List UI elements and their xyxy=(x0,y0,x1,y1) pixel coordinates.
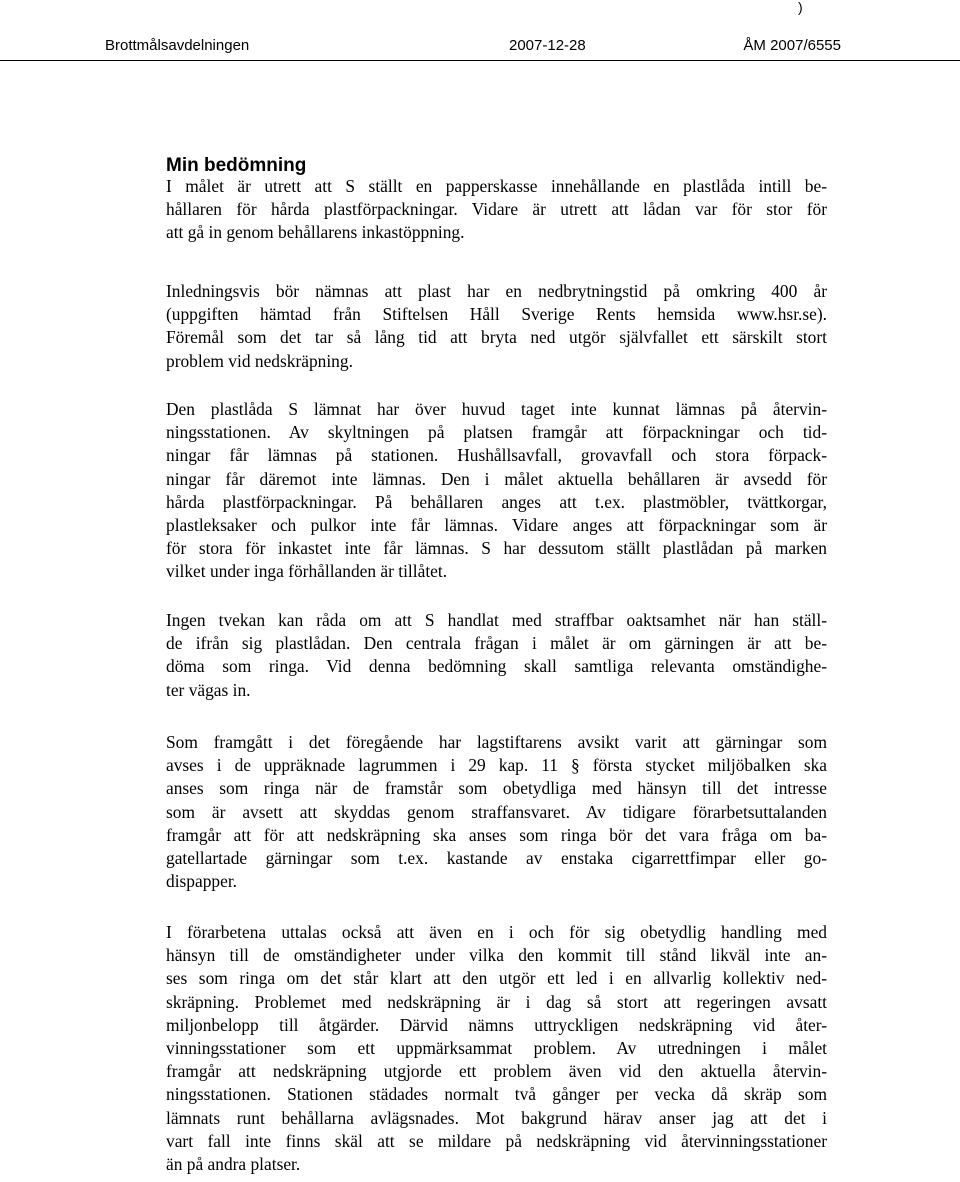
text-line: Den plastlåda S lämnat har över huvud taget inte kunnat lämnas på återvin- xyxy=(166,399,827,419)
text-line: Som framgått i det föregående har lagstiftarens avsikt varit att gärningar som xyxy=(166,732,827,752)
text-line: ningsstationen. Stationen städades normalt två gånger per vecka då skräp som xyxy=(166,1084,827,1105)
text-line: I målet är utrett att S ställt en papperskasse innehållande en plastlåda intill be- xyxy=(166,176,827,196)
text-line: än på andra platser. xyxy=(166,1153,301,1174)
text-line: ningar får lämnas på stationen. Hushållsavfall, grovavfall och stora förpack- xyxy=(166,445,827,466)
text-line: för stora för inkastet inte får lämnas. S har dessutom ställt plastlådan på marken xyxy=(166,538,827,559)
text-line: ses som ringa om det står klart att den utgör ett led i en allvarlig kollektiv ned- xyxy=(166,968,827,989)
text-line: framgår att för att nedskräpning ska anses som ringa bör det vara fråga om ba- xyxy=(166,824,827,845)
text-line: framgår att nedskräpning utgjorde ett problem även vid den aktuella återvin- xyxy=(166,1061,827,1082)
text-line: plastleksaker och pulkor inte får lämnas. Vidare anges att förpackningar som är xyxy=(166,514,827,535)
text-line: ningar får däremot inte lämnas. Den i målet aktuella behållaren är avsedd för xyxy=(166,468,827,489)
text-line: Ingen tvekan kan råda om att S handlat med straffbar oaktsamhet när han ställ- xyxy=(166,610,827,630)
section-title: Min bedömning xyxy=(166,155,307,176)
text-line: som är avsett att skyddas genom straffansvaret. Av tidigare förarbetsuttalanden xyxy=(166,801,827,822)
paragraph-3 xyxy=(166,398,827,584)
paragraph-6 xyxy=(166,921,827,1176)
paragraph-4 xyxy=(166,609,827,702)
text-line: miljonbelopp till åtgärder. Därvid nämns uttryckligen nedskräpning vid åter- xyxy=(166,1014,827,1035)
text-line: hårda plastförpackningar. På behållaren anges att t.ex. plastmöbler, tvättkorgar, xyxy=(166,491,827,512)
text-line: ningsstationen. Av skyltningen på platsen framgår att förpackningar och tid- xyxy=(166,422,827,443)
paragraph-1 xyxy=(166,175,827,245)
text-line: de ifrån sig plastlådan. Den centrala frågan i målet är om gärningen är att be- xyxy=(166,633,827,654)
text-line: Föremål som det tar så lång tid att bryta ned utgör självfallet ett särskilt stort xyxy=(166,327,827,348)
paragraph-2 xyxy=(166,280,827,373)
header-case-number: ÅM 2007/6555 xyxy=(743,37,841,54)
text-line: avses i de uppräknade lagrummen i 29 kap. 11 § första stycket miljöbalken ska xyxy=(166,755,827,776)
text-line: lämnats runt behållarna avlägsnades. Mot bakgrund härav anser jag att det i xyxy=(166,1107,827,1128)
header-date: 2007-12-28 xyxy=(509,37,586,54)
text-line: Inledningsvis bör nämnas att plast har en nedbrytningstid på omkring 400 år xyxy=(166,281,827,301)
text-line: (uppgiften hämtad från Stiftelsen Håll Sverige Rents hemsida www.hsr.se). xyxy=(166,304,827,325)
header-department: Brottmålsavdelningen xyxy=(105,37,250,54)
text-line: problem vid nedskräpning. xyxy=(166,350,353,371)
text-line: vinningsstationer som ett uppmärksammat problem. Av utredningen i målet xyxy=(166,1037,827,1058)
header-rule xyxy=(0,60,960,61)
text-line: hållaren för hårda plastförpackningar. Vidare är utrett att lådan var för stor för xyxy=(166,199,827,220)
text-line: ter vägas in. xyxy=(166,679,251,700)
text-line: vart fall inte finns skäl att se mildare på nedskräpning vid återvinningsstationer xyxy=(166,1130,827,1151)
text-line: anses som ringa när de framstår som obetydliga med hänsyn till det intresse xyxy=(166,778,827,799)
text-line: att gå in genom behållarens inkastöppning. xyxy=(166,222,465,243)
text-line: dispapper. xyxy=(166,871,237,892)
page-corner-mark: ) xyxy=(798,0,803,15)
text-line: I förarbetena uttalas också att även en i och för sig obetydlig handling med xyxy=(166,922,827,942)
text-line: vilket under inga förhållanden är tillåtet. xyxy=(166,561,448,582)
paragraph-5 xyxy=(166,731,827,893)
page-header xyxy=(105,37,841,57)
text-line: skräpning. Problemet med nedskräpning är i dag så stort att regeringen avsatt xyxy=(166,991,827,1012)
text-line: hänsyn till de omständigheter under vilka den kommit till stånd likväl inte an- xyxy=(166,945,827,966)
text-line: döma som ringa. Vid denna bedömning skall samtliga relevanta omständighe- xyxy=(166,656,827,677)
text-line: gatellartade gärningar som t.ex. kastande av enstaka cigarrettfimpar eller go- xyxy=(166,847,827,868)
